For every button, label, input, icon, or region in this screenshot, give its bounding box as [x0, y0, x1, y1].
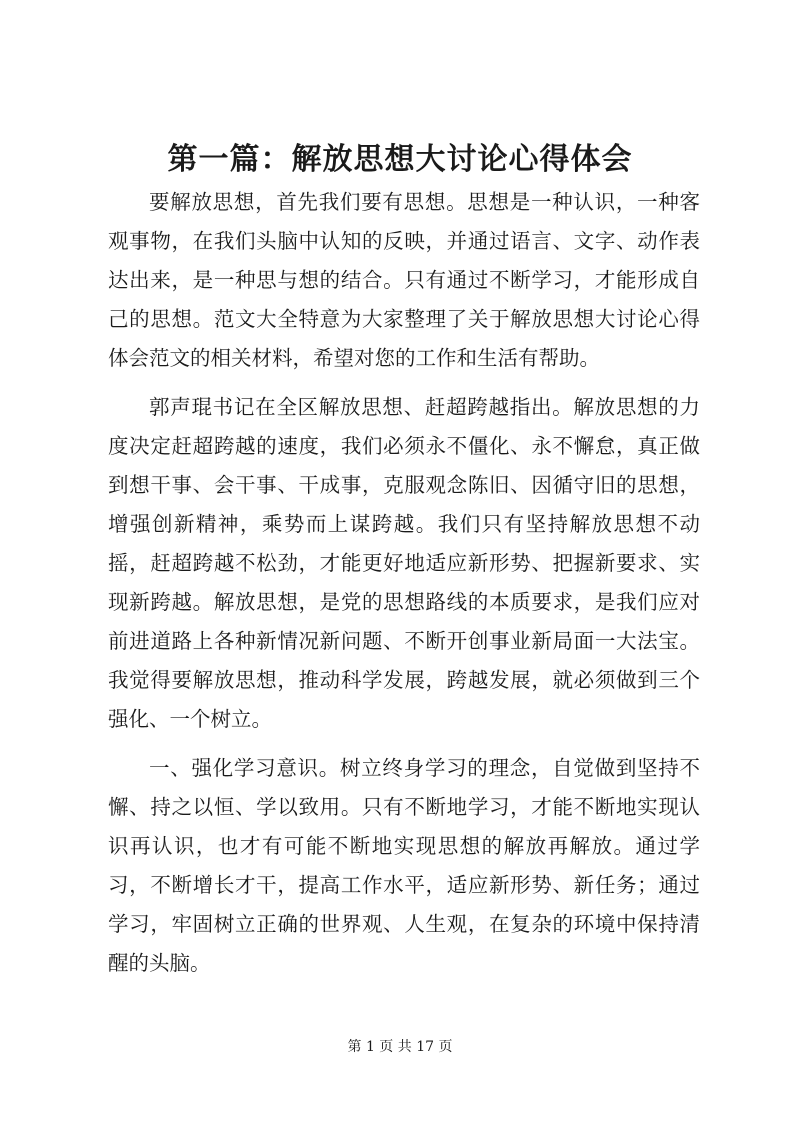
paragraph-2: 郭声琨书记在全区解放思想、赶超跨越指出。解放思想的力度决定赶超跨越的速度，我们必须永不僵化、永不懈怠，真正做到想干事、会干事、干成事，克服观念陈旧、因循守旧的思想，增强创新精神，乘势而上谋跨越。我们只有坚持解放思想不动摇，赶超跨越不松劲，才能更好地适应新形势、把握新要求、实现新跨越。解放思想，是党的思想路线的本质要求，是我们应对前进道路上各种新情况新问题、不断开创事业新局面一大法宝。我觉得要解放思想，推动科学发展，跨越发展，就必须做到三个强化、一个树立。 [108, 395, 700, 731]
paragraph-3: 一、强化学习意识。树立终身学习的理念，自觉做到坚持不懈、持之以恒、学以致用。只有不断地学习，才能不断地实现认识再认识，也才有可能不断地实现思想的解放再解放。通过学习，不断增长才干，提高工作水平，适应新形势、新任务；通过学习，牢固树立正确的世界观、人生观，在复杂的环境中保持清醒的头脑。 [108, 756, 700, 975]
document-body [108, 183, 700, 993]
page-number-footer: 第 1 页 共 17 页 [347, 1039, 453, 1055]
document-title: 第一篇：解放思想大讨论心得体会 [167, 142, 633, 177]
paragraph-1: 要解放思想，首先我们要有思想。思想是一种认识，一种客观事物，在我们头脑中认知的反映，并通过语言、文字、动作表达出来，是一种思与想的结合。只有通过不断学习，才能形成自己的思想。范文大全特意为大家整理了关于解放思想大讨论心得体会范文的相关材料，希望对您的工作和生活有帮助。 [108, 190, 700, 370]
